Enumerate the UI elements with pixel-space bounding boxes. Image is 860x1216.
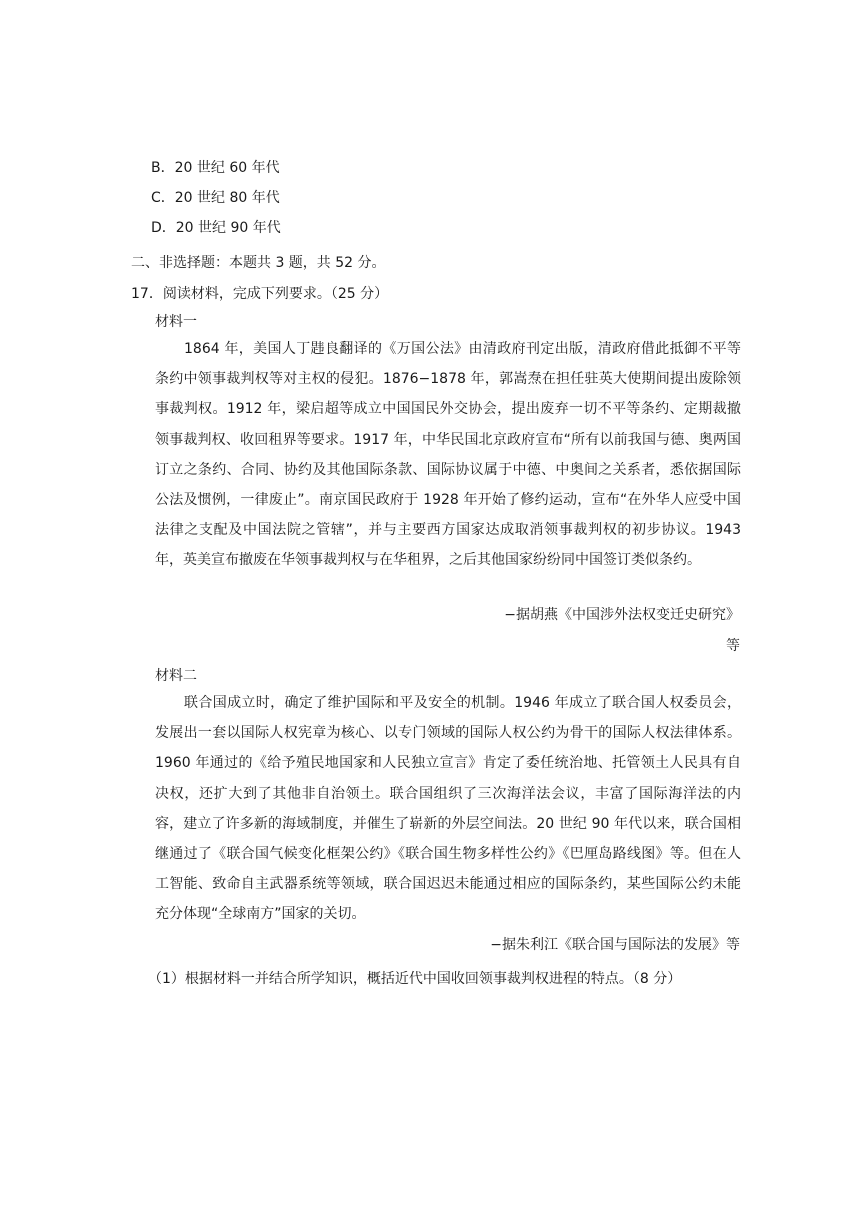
material2-source: −据朱利江《联合国与国际法的发展》等 — [490, 937, 740, 953]
material1-title: 材料一 — [155, 314, 197, 330]
question-17: 17．阅读材料，完成下列要求。（25 分） — [131, 286, 389, 302]
subquestion-1: （1）根据材料一并结合所学知识，概括近代中国收回领事裁判权进程的特点。（8 分） — [148, 971, 682, 987]
material1-source: −据胡燕《中国涉外法权变迁史研究》 — [504, 607, 740, 623]
option-c: C．20 世纪 80 年代 — [151, 190, 280, 206]
section-heading: 二、非选择题：本题共 3 题，共 52 分。 — [131, 255, 386, 271]
material1-body: 1864 年，美国人丁韪良翻译的《万国公法》由清政府刊定出版，清政府借此抵御不平等条约中领事裁判权等对主权的侵犯。1876−1878 年，郭嵩焘在担任驻英大使期间提出废除领事裁判权。1912 年，梁启超等成立中国国民外交协会，提出废弃一切不平等条约、定期裁撤领事裁判权、收回租界等要求。1917 年，中华民国北京政府宣布“所有以前我国与德、奥两国订立之条约、合同、协约及其他国际条款、国际协议属于中德、中奥间之关系者，悉依据国际公法及惯例，一律废止”。南京国民政府于 1928 年开始了修约运动，宣布“在外华人应受中国法律之支配及中国法院之管辖”，并与主要西方国家达成取消领事裁判权的初步协议。1943 年，英美宣布撤废在华领事裁判权与在华租界，之后其他国家纷纷同中国签订类似条约。 — [155, 341, 741, 569]
material1-source-continued: 等 — [726, 638, 740, 654]
material2-title: 材料二 — [155, 668, 197, 684]
option-b: B．20 世纪 60 年代 — [151, 160, 280, 176]
material2-body: 联合国成立时，确定了维护国际和平及安全的机制。1946 年成立了联合国人权委员会，发展出一套以国际人权宪章为核心、以专门领域的国际人权公约为骨干的国际人权法律体系。1960 年通过的《给予殖民地国家和人民独立宣言》肯定了委任统治地、托管领土人民具有自决权，还扩大到了其他非自治领土。联合国组织了三次海洋法会议，丰富了国际海洋法的内容，建立了许多新的海域制度，并催生了崭新的外层空间法。20 世纪 90 年代以来，联合国相继通过了《联合国气候变化框架公约》《联合国生物多样性公约》《巴厘岛路线图》等。但在人工智能、致命自主武器系统等领域，联合国迟迟未能通过相应的国际条约，某些国际公约未能充分体现“全球南方”国家的关切。 — [155, 695, 741, 923]
option-d: D．20 世纪 90 年代 — [151, 220, 281, 236]
